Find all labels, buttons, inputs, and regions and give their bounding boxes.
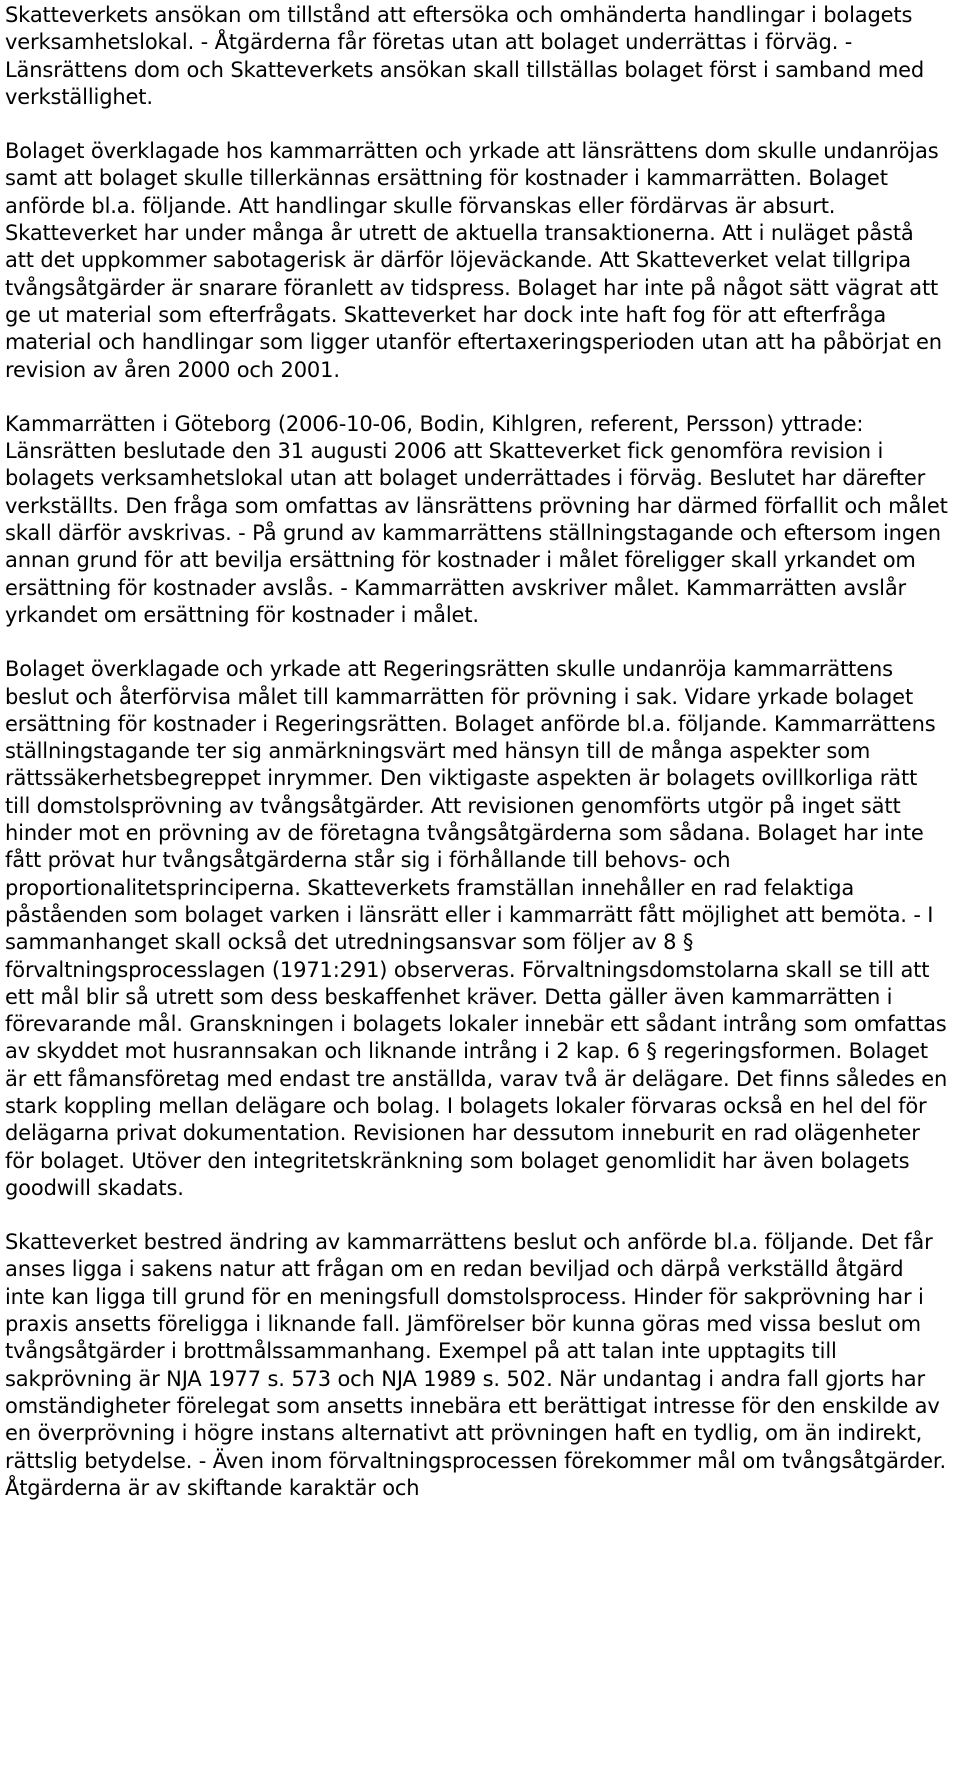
paragraph-5: Skatteverket bestred ändring av kammarrättens beslut och anförde bl.a. följande. Det får anses ligga i sakens natur att frågan om en redan beviljad och därpå verkställd åtgärd inte kan ligga till grund för en meningsfull domstolsprocess. Hinder för sakprövning har i praxis ansetts föreligga i liknande fall. Jämförelser bör kunna göras med vissa beslut om tvångsåtgärder i brottmålssammanhang. Exempel på att talan inte upptagits till sakprövning är NJA 1977 s. 573 och NJA 1989 s. 502. När undantag i andra fall gjorts har omständigheter förelegat som ansetts innebära ett berättigat intresse för den enskilde av en överprövning i högre instans alternativt att prövningen haft en tydlig, om än indirekt, rättslig betydelse. - Även inom förvaltningsprocessen förekommer mål om tvångsåtgärder. Åtgärderna är av skiftande karaktär och [5, 1230, 947, 1500]
paragraph-1: Skatteverkets ansökan om tillstånd att eftersöka och omhänderta handlingar i bolagets verksamhetslokal. - Åtgärderna får företas utan att bolaget underrättas i förväg. - Länsrättens dom och Skatteverkets ansökan skall tillställas bolaget först i samband med verkställighet. [5, 3, 925, 109]
paragraph-gap [5, 384, 948, 411]
paragraph-4: Bolaget överklagade och yrkade att Regeringsrätten skulle undanröja kammarrättens beslut och återförvisa målet till kammarrätten för prövning i sak. Vidare yrkade bolaget ersättning för kostnader i Regeringsrätten. Bolaget anförde bl.a. följande. Kammarrättens ställningstagande ter sig anmärkningsvärt med hänsyn till de många aspekter som rättssäkerhetsbegreppet inrymmer. Den viktigaste aspekten är bolagets ovillkorliga rätt till domstolsprövning av tvångsåtgärder. Att revisionen genomförts utgör på inget sätt hinder mot en prövning av de företagna tvångsåtgärderna som sådana. Bolaget har inte fått prövat hur tvångsåtgärderna står sig i förhållande till behovs- och proportionalitetsprinciperna. Skatteverkets framställan innehåller en rad felaktiga påståenden som bolaget varken i länsrätt eller i kammarrätt fått möjlighet att bemöta. - I sammanhanget skall också det utredningsansvar som följer av 8 § förvaltningsprocesslagen (1971:291) observeras. Förvaltningsdomstolarna skall se till att ett mål blir så utrett som dess beskaffenhet kräver. Detta gäller även kammarrätten i förevarande mål. Granskningen i bolagets lokaler innebär ett sådant intrång som omfattas av skyddet mot husrannsakan och liknande intrång i 2 kap. 6 § regeringsformen. Bolaget är ett fåmansföretag med endast tre anställda, varav två är delägare. Det finns således en stark koppling mellan delägare och bolag. I bolagets lokaler förvaras också en hel del för delägarna privat dokumentation. Revisionen har dessutom inneburit en rad olägenheter för bolaget. Utöver den integritetskränkning som bolaget genomlidit har även bolagets goodwill skadats. [5, 657, 948, 1200]
paragraph-2: Bolaget överklagade hos kammarrätten och yrkade att länsrättens dom skulle undanröjas samt att bolaget skulle tillerkännas ersättning för kostnader i kammarrätten. Bolaget anförde bl.a. följande. Att handlingar skulle förvanskas eller fördärvas är absurt. Skatteverket har under många år utrett de aktuella transaktionerna. Att i nuläget påstå att det uppkommer sabotagerisk är därför löjeväckande. Att Skatteverket velat tillgripa tvångsåtgärder är snarare föranlett av tidspress. Bolaget har inte på något sätt vägrat att ge ut material som efterfrågats. Skatteverket har dock inte haft fog för att efterfråga material och handlingar som ligger utanför eftertaxeringsperioden utan att ha påbörjat en revision av åren 2000 och 2001. [5, 139, 942, 382]
paragraph-gap [5, 1202, 948, 1229]
paragraph-3: Kammarrätten i Göteborg (2006-10-06, Bodin, Kihlgren, referent, Persson) yttrade: Länsrätten beslutade den 31 augusti 2006 att Skatteverket fick genomföra revision i bolagets verksamhetslokal utan att bolaget underrättades i förväg. Beslutet har därefter verkställts. Den fråga som omfattas av länsrättens prövning har därmed förfallit och målet skall därför avskrivas. - På grund av kammarrättens ställningstagande och eftersom ingen annan grund för att bevilja ersättning för kostnader i målet föreligger skall yrkandet om ersättning för kostnader avslås. - Kammarrätten avskriver målet. Kammarrätten avslår yrkandet om ersättning för kostnader i målet. [5, 411, 948, 627]
paragraph-gap [5, 111, 948, 138]
paragraph-gap [5, 629, 948, 656]
